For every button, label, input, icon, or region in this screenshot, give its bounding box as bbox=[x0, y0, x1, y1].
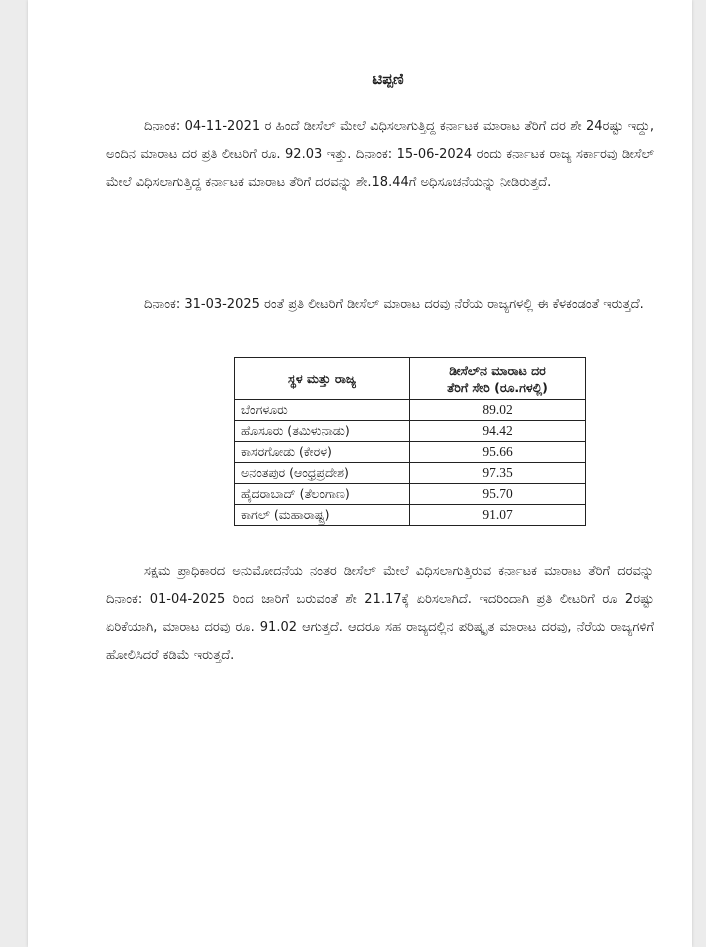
table-row bbox=[235, 442, 586, 463]
cell-place: ಕಾಗಲ್ (ಮಹಾರಾಷ್ಟ್ರ) bbox=[235, 505, 410, 526]
table-row bbox=[235, 463, 586, 484]
paragraph-tax-history: ದಿನಾಂಕ: 04-11-2021 ರ ಹಿಂದೆ ಡೀಸೆಲ್ ಮೇಲೆ ವಿಧಿಸಲಾಗುತ್ತಿದ್ದ ಕರ್ನಾಟಕ ಮಾರಾಟ ತೆರಿಗೆ ದರ ಶೇ 24ರಷ್ಟು ಇದ್ದು, ಅಂದಿನ ಮಾರಾಟ ದರ ಪ್ರತಿ ಲೀಟರಿಗೆ ರೂ. 92.03 ಇತ್ತು. ದಿನಾಂಕ: 15-06-2024 ರಂದು ಕರ್ನಾಟಕ ರಾಜ್ಯ ಸರ್ಕಾರವು ಡೀಸೆಲ್ ಮೇಲೆ ವಿಧಿಸಲಾಗುತ್ತಿದ್ದ ಕರ್ನಾಟಕ ಮಾರಾಟ ತೆರಿಗೆ ದರವನ್ನು ಶೇ.18.44ಗೆ ಅಧಿಸೂಚನೆಯನ್ನು ನೀಡಿರುತ್ತದೆ. bbox=[106, 119, 654, 190]
header-place: ಸ್ಥಳ ಮತ್ತು ರಾಜ್ಯ bbox=[235, 358, 410, 400]
table-header-row bbox=[235, 358, 586, 400]
document-page bbox=[28, 0, 692, 947]
header-price-line1: ಡೀಸೆಲ್‌ನ ಮಾರಾಟ ದರ bbox=[449, 362, 546, 378]
header-price-line2: ತೆರಿಗೆ ಸೇರಿ (ರೂ.ಗಳಲ್ಲಿ) bbox=[447, 379, 548, 395]
table-row bbox=[235, 421, 586, 442]
cell-price: 97.35 bbox=[410, 463, 586, 484]
cell-price: 91.07 bbox=[410, 505, 586, 526]
header-price bbox=[410, 358, 586, 400]
cell-place: ಬೆಂಗಳೂರು bbox=[235, 400, 410, 421]
paragraph-revision: ಸಕ್ಷಮ ಪ್ರಾಧಿಕಾರದ ಅನುಮೋದನೆಯ ನಂತರ ಡೀಸೆಲ್ ಮೇಲೆ ವಿಧಿಸಲಾಗುತ್ತಿರುವ ಕರ್ನಾಟಕ ಮಾರಾಟ ತೆರಿಗೆ ದರವನ್ನು ದಿನಾಂಕ: 01-04-2025 ರಿಂದ ಜಾರಿಗೆ ಬರುವಂತೆ ಶೇ 21.17ಕ್ಕೆ ಏರಿಸಲಾಗಿದೆ. ಇದರಿಂದಾಗಿ ಪ್ರತಿ ಲೀಟರಿಗೆ ರೂ 2ರಷ್ಟು ಏರಿಕೆಯಾಗಿ, ಮಾರಾಟ ದರವು ರೂ. 91.02 ಆಗುತ್ತದೆ. ಆದರೂ ಸಹ ರಾಜ್ಯದಲ್ಲಿನ ಪರಿಷ್ಕೃತ ಮಾರಾಟ ದರವು, ನೆರೆಯ ರಾಜ್ಯಗಳಿಗೆ ಹೋಲಿಸಿದರೆ ಕಡಿಮೆ ಇರುತ್ತದೆ. bbox=[106, 564, 654, 663]
cell-place: ಹೈದರಾಬಾದ್ (ತೆಲಂಗಾಣ) bbox=[235, 484, 410, 505]
table-row bbox=[235, 505, 586, 526]
paragraph-neighbour-rates: ದಿನಾಂಕ: 31-03-2025 ರಂತೆ ಪ್ರತಿ ಲೀಟರಿಗೆ ಡೀಸೆಲ್ ಮಾರಾಟ ದರವು ನೆರೆಯ ರಾಜ್ಯಗಳಲ್ಲಿ ಈ ಕೆಳಕಂಡಂತೆ ಇರುತ್ತದೆ. bbox=[144, 297, 644, 312]
cell-price: 95.66 bbox=[410, 442, 586, 463]
table-row bbox=[235, 400, 586, 421]
cell-price: 94.42 bbox=[410, 421, 586, 442]
diesel-price-table bbox=[234, 357, 586, 526]
cell-price: 95.70 bbox=[410, 484, 586, 505]
table-row bbox=[235, 484, 586, 505]
cell-place: ಅನಂತಪುರ (ಆಂಧ್ರಪ್ರದೇಶ) bbox=[235, 463, 410, 484]
cell-place: ಕಾಸರಗೋಡು (ಕೇರಳ) bbox=[235, 442, 410, 463]
document-title: ಟಿಪ್ಪಣಿ bbox=[372, 70, 404, 88]
cell-price: 89.02 bbox=[410, 400, 586, 421]
cell-place: ಹೊಸೂರು (ತಮಿಳುನಾಡು) bbox=[235, 421, 410, 442]
